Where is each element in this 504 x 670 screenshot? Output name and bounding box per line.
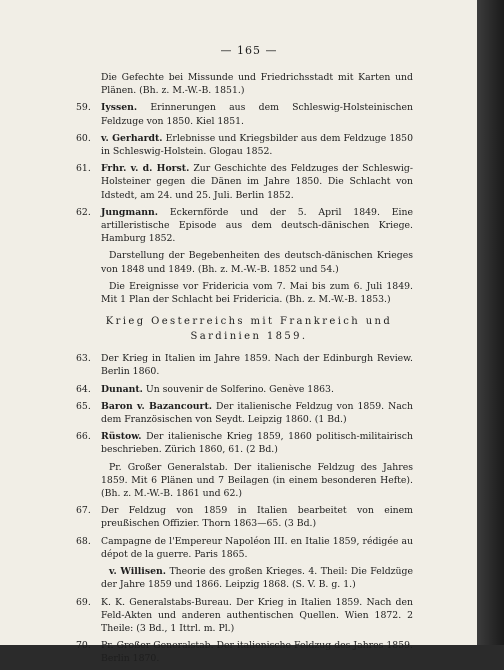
- entry-number: 66.: [76, 431, 91, 443]
- entry-text: Die Ereignisse vor Fridericia vom 7. Mai bis zum 6. Juli 1849. Mit 1 Plan der Schlacht bei Fridericia. (Bh. z. M.-W.-B. 1853.): [101, 280, 413, 306]
- entry-number: 61.: [76, 163, 91, 175]
- entry-text: Darstellung der Begebenheiten des deutsch-dänischen Krieges von 1848 und 1849. (Bh. z. M.-W.-B. 1852 und 54.): [101, 250, 413, 275]
- entry-text: Der italienische Krieg 1859, 1860 politisch-militairisch beschrieben. Zürich 1860, 61. (2 Bd.): [101, 431, 413, 456]
- entry-text: Der Feldzug von 1859 in Italien bearbeitet von einem preußischen Offizier. Thorn 1863—65. (3 Bd.): [101, 505, 413, 530]
- bibliography-entry: [76, 400, 413, 426]
- entry-text: Die Gefechte bei Missunde und Friedrichsstadt mit Karten und Plänen. (Bh. z. M.-W.-B. 1851.): [101, 72, 413, 97]
- entry-text: Un souvenir de Solferino. Genève 1863.: [145, 383, 334, 395]
- entry-number: 65.: [76, 400, 91, 412]
- entry-text: Pr. Großer Generalstab. Der italienische Feldzug des Jahres 1859. Mit 6 Plänen und 7 Beilagen (in einem besonderen Hefte). (Bh. z. M.-W.-B. 1861 und 62.): [101, 461, 413, 500]
- entry-number: 59.: [76, 102, 91, 114]
- entry-number: 68.: [76, 535, 91, 547]
- bibliography-entry: [76, 504, 413, 530]
- entry-author: Frhr. v. d. Horst.: [101, 163, 190, 175]
- entry-text: Theorie des großen Krieges. 4. Theil: Die Feldzüge der Jahre 1859 und 1866. Leipzig 1868. (S. V. B. g. 1.): [101, 566, 413, 591]
- entry-number: 60.: [76, 132, 91, 144]
- section-heading: Krieg Oesterreichs mit Frankreich und Sardinien 1859.: [105, 316, 393, 343]
- entry-text: Erlebnisse und Kriegsbilder aus dem Feldzuge 1850 in Schleswig-Holstein. Glogau 1852.: [101, 132, 414, 158]
- bibliography-entry: [76, 162, 413, 202]
- entry-number: 70.: [76, 640, 91, 652]
- book-edge: [477, 0, 504, 645]
- entry-text: Der italienische Feldzug von 1859. Nach dem Französischen von Seydt. Leipzig 1860. (1 Bd.): [101, 400, 413, 426]
- entry-text: Der Krieg in Italien im Jahre 1859. Nach der Edinburgh Review. Berlin 1860.: [101, 353, 413, 378]
- entry-number: 67.: [76, 505, 91, 517]
- entry-text: K. K. Generalstabs-Bureau. Der Krieg in Italien 1859. Nach den Feld-Akten und anderen authentischen Quellen. Wien 1872. 2 Theile: (3 Bd., 1 Ittrl. m. Pl.): [101, 596, 413, 634]
- bibliography-entry: [76, 383, 413, 396]
- entry-author: Rüstow.: [101, 431, 142, 443]
- entry-author: Dunant.: [101, 383, 143, 395]
- bibliography-paragraph: [85, 461, 413, 501]
- entry-author: Baron v. Bazancourt.: [101, 400, 212, 412]
- entry-text: Pr. Großer Generalstab. Der italienische Feldzug des Jahres 1859. Berlin 1870.: [101, 640, 413, 665]
- entry-author: v. Gerhardt.: [101, 132, 163, 144]
- bibliography-entry: [76, 132, 414, 158]
- bibliography-entry: [76, 639, 413, 665]
- entry-author: Iyssen.: [101, 102, 138, 114]
- page-number: — 165 —: [220, 44, 278, 57]
- entry-number: 63.: [76, 353, 91, 365]
- bibliography-list: [76, 71, 414, 666]
- bibliography-entry: [76, 596, 413, 636]
- entry-author: v. Willisen.: [109, 566, 166, 578]
- entry-number: 62.: [76, 206, 91, 218]
- bibliography-paragraph: [85, 71, 413, 97]
- bibliography-entry: [76, 101, 413, 127]
- entry-author: Jungmann.: [101, 206, 159, 218]
- entry-number: 69.: [76, 596, 91, 608]
- bibliography-entry: [76, 352, 413, 378]
- bibliography-entry: [76, 206, 413, 246]
- entry-text: Zur Geschichte des Feldzuges der Schleswig-Holsteiner gegen die Dänen im Jahre 1850. Die Schlacht von Idstedt, am 24. und 25. Juli. Berlin 1852.: [101, 163, 413, 201]
- entry-number: 64.: [76, 383, 91, 395]
- bibliography-paragraph: [85, 565, 413, 591]
- entry-text: Erinnerungen aus dem Schleswig-Holsteinischen Feldzuge von 1850. Kiel 1851.: [101, 102, 413, 127]
- bibliography-entry: [76, 535, 413, 561]
- bibliography-paragraph: [85, 249, 413, 275]
- bibliography-paragraph: [85, 280, 413, 306]
- entry-text: Campagne de l'Empereur Napoléon III. en Italie 1859, rédigée au dépot de la guerre. Paris 1865.: [101, 535, 413, 560]
- bibliography-entry: [76, 430, 413, 456]
- text-block: [76, 44, 414, 670]
- entry-text: Eckernförde und der 5. April 1849. Eine artilleristische Episode aus dem deutsch-dänischen Kriege. Hamburg 1852.: [101, 206, 413, 245]
